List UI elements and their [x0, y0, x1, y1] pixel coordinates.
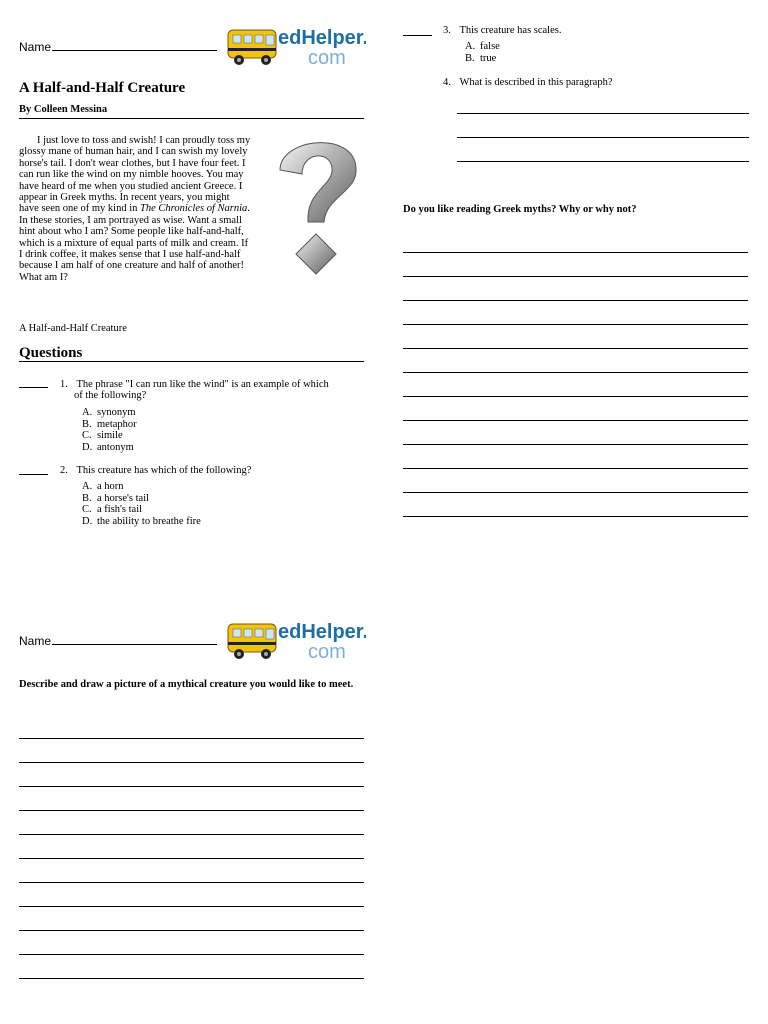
question-text: This creature has which of the following? — [76, 465, 252, 476]
answer-line[interactable] — [403, 348, 748, 349]
answer-line[interactable] — [403, 420, 748, 421]
option-letter: A. — [465, 41, 476, 52]
answer-line[interactable] — [19, 786, 364, 787]
question-text: What is described in this paragraph? — [459, 77, 613, 88]
reading-passage — [19, 135, 251, 283]
option-d[interactable] — [82, 516, 201, 528]
passage-text-part-1: I just love to toss and swish! I can proudly toss my glossy mane of human hair, and I can swish my lovely horse's tail. I don't wear clothes, but I have four feet. I can run like the wind on my nimble hooves. You may have heard of me when you studied ancient Greece. I appear in Greek myths. In recent years, you might have seen one of my kind in — [19, 135, 251, 215]
logo-brand-text: edHelper. — [278, 621, 366, 643]
passage-text-part-2: . In these stories, I am portrayed as wise. Want a small hint about who I am? Some people like half-and-half, which is a mixture of equal parts of milk and cream. If I drink coffee, it makes sense that I use half-and-half because I am half of one creature and half of another! What am I? — [19, 203, 250, 283]
question-1-options — [82, 407, 137, 453]
school-bus-icon — [226, 20, 366, 72]
answer-line[interactable] — [19, 930, 364, 931]
option-letter: D. — [82, 441, 93, 453]
answer-line[interactable] — [19, 882, 364, 883]
option-text: metaphor — [97, 418, 137, 430]
question-1 — [60, 379, 360, 391]
question-number: 4. — [443, 77, 451, 88]
book-title: The Chronicles of Narnia — [140, 203, 248, 215]
option-text: a horn — [97, 481, 124, 492]
answer-line[interactable] — [457, 113, 749, 114]
answer-line[interactable] — [19, 810, 364, 811]
answer-line[interactable] — [403, 516, 748, 517]
question-text: The phrase "I can run like the wind" is an example of which — [76, 379, 329, 390]
name-field[interactable] — [52, 50, 217, 51]
answer-line[interactable] — [403, 492, 748, 493]
option-text: a fish's tail — [97, 504, 143, 515]
option-text: true — [480, 52, 497, 64]
option-letter: C. — [82, 430, 92, 441]
question-number: 3. — [443, 25, 451, 36]
answer-line[interactable] — [19, 738, 364, 739]
option-a[interactable] — [82, 407, 137, 419]
option-letter: B. — [82, 418, 92, 430]
option-a[interactable] — [465, 41, 500, 53]
option-d[interactable] — [82, 442, 137, 454]
logo-domain-text: com — [308, 641, 346, 663]
option-letter: A. — [82, 481, 93, 492]
edhelper-logo-2 — [226, 614, 366, 664]
answer-blank-q3[interactable] — [403, 35, 432, 36]
answer-line[interactable] — [403, 396, 748, 397]
option-a[interactable] — [82, 481, 201, 493]
question-text: This creature has scales. — [459, 25, 562, 36]
answer-line[interactable] — [19, 858, 364, 859]
answer-line[interactable] — [403, 468, 748, 469]
answer-blank-q1[interactable] — [19, 387, 48, 388]
answer-line[interactable] — [403, 372, 748, 373]
edhelper-logo — [226, 20, 366, 70]
option-text: antonym — [97, 441, 134, 453]
image-caption: A Half-and-Half Creature — [19, 323, 127, 334]
option-letter: D. — [82, 515, 93, 527]
question-4 — [443, 77, 743, 89]
option-text: simile — [97, 430, 123, 441]
answer-line[interactable] — [19, 906, 364, 907]
answer-line[interactable] — [19, 954, 364, 955]
answer-line[interactable] — [457, 161, 749, 162]
byline: By Colleen Messina — [19, 104, 108, 115]
question-3 — [443, 25, 743, 37]
question-mark-icon — [272, 130, 362, 280]
option-letter: B. — [82, 492, 92, 504]
greek-myths-answer-lines — [403, 252, 748, 540]
questions-rule — [19, 361, 364, 362]
question-2 — [60, 465, 360, 477]
name-field-2[interactable] — [52, 644, 217, 645]
title-rule — [19, 118, 364, 119]
option-letter: B. — [465, 52, 475, 64]
option-text: synonym — [97, 407, 136, 418]
answer-line[interactable] — [403, 324, 748, 325]
option-letter: A. — [82, 407, 93, 418]
questions-heading: Questions — [19, 345, 83, 361]
option-text: a horse's tail — [97, 492, 150, 504]
draw-prompt: Describe and draw a picture of a mythical creature you would like to meet. — [19, 679, 354, 690]
question-1-continuation: of the following? — [74, 390, 147, 401]
answer-blank-q2[interactable] — [19, 474, 48, 475]
worksheet-title: A Half-and-Half Creature — [19, 80, 186, 96]
option-c[interactable] — [82, 504, 201, 516]
option-text: false — [480, 41, 500, 52]
answer-line[interactable] — [457, 137, 749, 138]
answer-line[interactable] — [403, 252, 748, 253]
option-c[interactable] — [82, 430, 137, 442]
question-2-options — [82, 481, 201, 527]
logo-brand-text: edHelper. — [278, 27, 366, 49]
option-b[interactable] — [82, 419, 137, 431]
option-letter: C. — [82, 504, 92, 515]
question-3-options — [465, 41, 500, 64]
draw-answer-lines — [19, 738, 364, 1002]
greek-myths-prompt: Do you like reading Greek myths? Why or why not? — [403, 204, 637, 215]
option-b[interactable] — [465, 53, 500, 65]
question-number: 1. — [60, 379, 68, 390]
answer-line[interactable] — [403, 444, 748, 445]
name-label-2: Name — [19, 634, 52, 648]
answer-line[interactable] — [19, 978, 364, 979]
school-bus-icon — [226, 614, 366, 666]
question-number: 2. — [60, 465, 68, 476]
answer-line[interactable] — [403, 276, 748, 277]
name-label: Name — [19, 40, 52, 54]
answer-line[interactable] — [19, 762, 364, 763]
logo-domain-text: com — [308, 47, 346, 69]
option-b[interactable] — [82, 493, 201, 505]
answer-line[interactable] — [19, 834, 364, 835]
option-text: the ability to breathe fire — [97, 515, 201, 527]
question-mark-image — [272, 130, 362, 280]
answer-line[interactable] — [403, 300, 748, 301]
